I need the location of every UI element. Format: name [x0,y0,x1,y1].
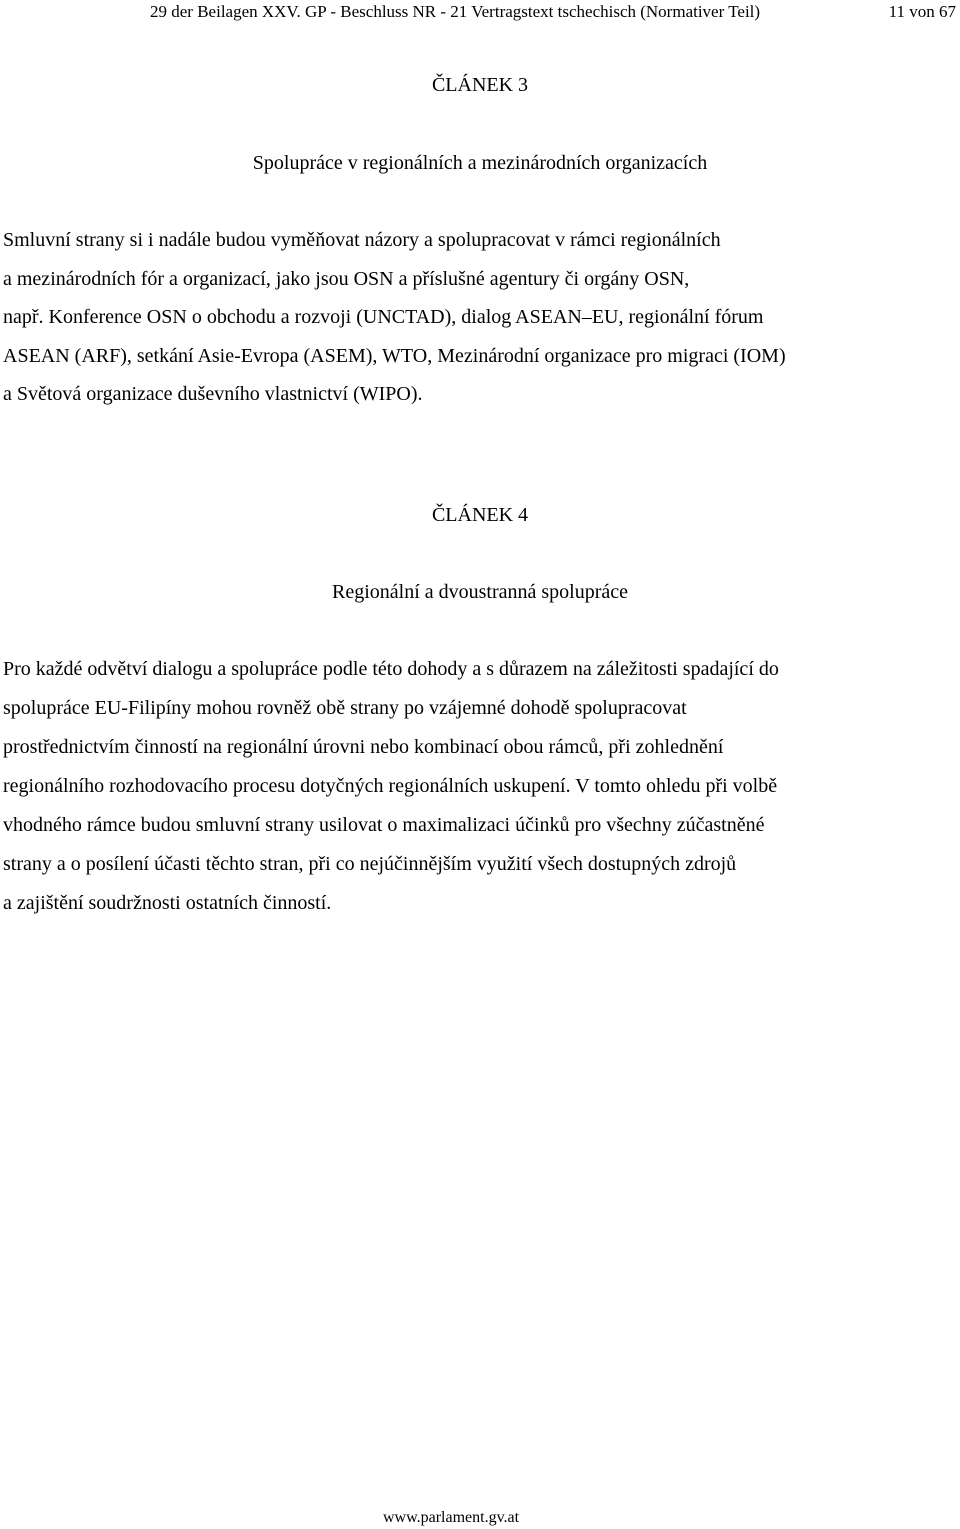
footer-url[interactable]: www.parlament.gv.at [383,1509,520,1526]
paragraph-line: regionálního rozhodovacího procesu dotyčných regionálních uskupení. V tomto ohledu při volbě [3,775,778,797]
article-3-paragraph [3,221,948,414]
paragraph-line: vhodného rámce budou smluvní strany usilovat o maximalizaci účinků pro všechny zúčastněné [3,814,765,836]
paragraph-line: např. Konference OSN o obchodu a rozvoji (UNCTAD), dialog ASEAN–EU, regionální fórum [3,306,764,328]
article-3-heading: ČLÁNEK 3 [431,74,529,96]
paragraph-line: Smluvní strany si i nadále budou vyměňovat názory a spolupracovat v rámci regionálních [3,229,721,251]
paragraph-line: spolupráce EU-Filipíny mohou rovněž obě strany po vzájemné dohodě spolupracovat [3,697,687,719]
document-reference: 29 der Beilagen XXV. GP - Beschluss NR - 21 Vertragstext tschechisch (Normativer Teil) [150,2,761,21]
paragraph-line: a zajištění soudržnosti ostatních činností. [3,892,332,914]
article-3-title: Spolupráce v regionálních a mezinárodních organizacích [252,152,708,174]
page-number: 11 von 67 [888,2,956,21]
article-4-title: Regionální a dvoustranná spolupráce [331,581,629,603]
paragraph-line: ASEAN (ARF), setkání Asie-Evropa (ASEM), WTO, Mezinárodní organizace pro migraci (IOM) [3,344,786,367]
paragraph-line: a Světová organizace duševního vlastnictví (WIPO). [3,383,423,405]
paragraph-line: strany a o posílení účasti těchto stran, při co nejúčinnějším využití všech dostupných zdrojů [3,853,737,875]
article-4-heading: ČLÁNEK 4 [431,504,529,526]
page-header [0,0,960,30]
article-4-paragraph [3,650,948,923]
paragraph-line: Pro každé odvětví dialogu a spolupráce podle této dohody a s důrazem na záležitosti spadající do [3,658,779,680]
paragraph-line: a mezinárodních fór a organizací, jako jsou OSN a příslušné agentury či orgány OSN, [3,267,690,290]
paragraph-line: prostřednictvím činností na regionální úrovni nebo kombinací obou rámců, při zohlednění [3,736,724,758]
